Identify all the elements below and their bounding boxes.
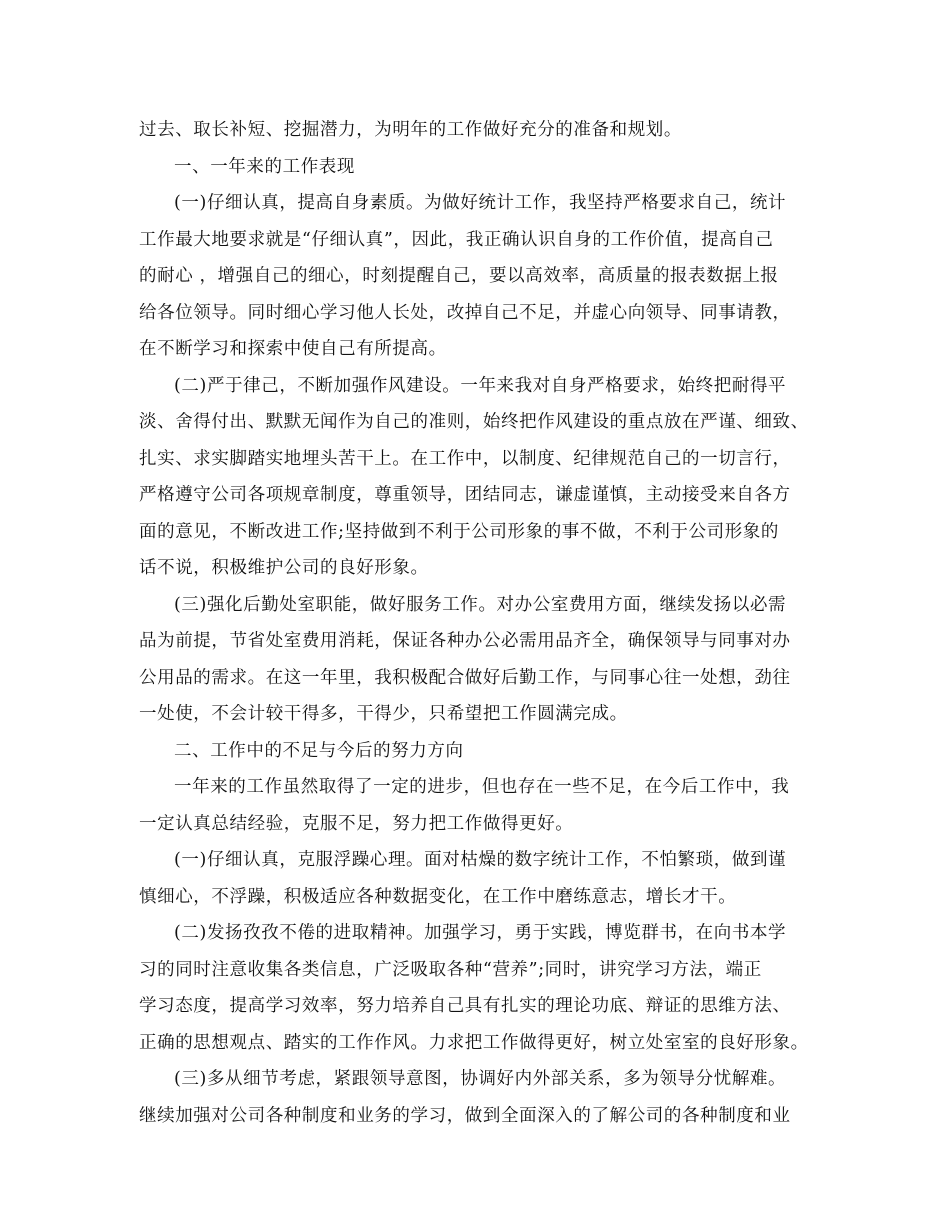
section-heading: 一、一年来的工作表现	[174, 156, 355, 177]
body-text-line: 学习态度，提高学习效率，努力培养自己具有扎实的理论功底、辩证的思维方法、	[139, 996, 791, 1016]
body-text-line: (一)仔细认真，克服浮躁心理。面对枯燥的数字统计工作，不怕繁琐，做到谨	[174, 850, 787, 870]
body-text-line: 一年来的工作虽然取得了一定的进步，但也存在一些不足，在今后工作中，我	[174, 777, 790, 797]
body-text-line: (三)强化后勤处室职能，做好服务工作。对办公室费用方面，继续发扬以必需	[174, 594, 787, 615]
body-text-line: (一)仔细认真，提高自身素质。为做好统计工作，我坚持严格要求自己，统计	[174, 193, 787, 213]
body-text-line: 品为前提，节省处室费用消耗，保证各种办公必需用品齐全，确保领导与同事对办	[139, 631, 791, 651]
body-text-line: 一处使，不会计较干得多，干得少，只希望把工作圆满完成。	[139, 704, 628, 724]
body-text-line: (二)严于律己，不断加强作风建设。一年来我对自身严格要求，始终把耐得平	[174, 375, 787, 396]
body-text-line: 在不断学习和探索中使自己有所提高。	[139, 339, 447, 359]
body-text-line: 扎实、求实脚踏实地埋头苦干上。在工作中，以制度、纪律规范自己的一切言行，	[139, 448, 791, 469]
body-text-line: 工作最大地要求就是“仔细认真”，因此，我正确认识自身的工作价值，提高自己	[139, 229, 774, 250]
body-text-line: 一定认真总结经验，克服不足，努力把工作做得更好。	[139, 813, 574, 834]
body-text-line: 淡、舍得付出、默默无闻作为自己的准则，始终把作风建设的重点放在严谨、细致、	[139, 412, 809, 432]
body-text-line: 正确的思想观点、踏实的工作作风。力求把工作做得更好，树立处室室的良好形象。	[139, 1032, 809, 1053]
body-text-line: 习的同时注意收集各类信息，广泛吸取各种“营养”;同时，讲究学习方法，端正	[139, 959, 762, 980]
body-text-line: 严格遵守公司各项规章制度，尊重领导，团结同志，谦虚谨慎，主动接受来自各方	[139, 485, 791, 505]
body-text-line: 话不说，积极维护公司的良好形象。	[139, 558, 429, 578]
section-heading: 二、工作中的不足与今后的努力方向	[174, 740, 464, 761]
body-text-line: (三)多从细节考虑，紧跟领导意图，协调好内外部关系，多为领导分忧解难。	[174, 1069, 787, 1089]
body-text-line: 继续加强对公司各种制度和业务的学习，做到全面深入的了解公司的各种制度和业	[139, 1105, 791, 1126]
document-body	[139, 112, 821, 1134]
body-text-line: 面的意见，不断改进工作;坚持做到不利于公司形象的事不做，不利于公司形象的	[139, 521, 779, 542]
body-text-line: 给各位领导。同时细心学习他人长处，改掉自己不足，并虚心向领导、同事请教，	[139, 302, 791, 323]
body-text-line: (二)发扬孜孜不倦的进取精神。加强学习，勇于实践，博览群书，在向书本学	[174, 923, 787, 943]
body-text-line: 过去、取长补短、挖掘潜力，为明年的工作做好充分的准备和规划。	[139, 120, 682, 140]
body-text-line: 的耐心 ，增强自己的细心，时刻提醒自己，要以高效率，高质量的报表数据上报	[139, 266, 779, 286]
body-text-line: 公用品的需求。在这一年里，我积极配合做好后勤工作，与同事心往一处想，劲往	[139, 667, 791, 688]
body-text-line: 慎细心，不浮躁，积极适应各种数据变化，在工作中磨练意志，增长才干。	[139, 886, 737, 907]
